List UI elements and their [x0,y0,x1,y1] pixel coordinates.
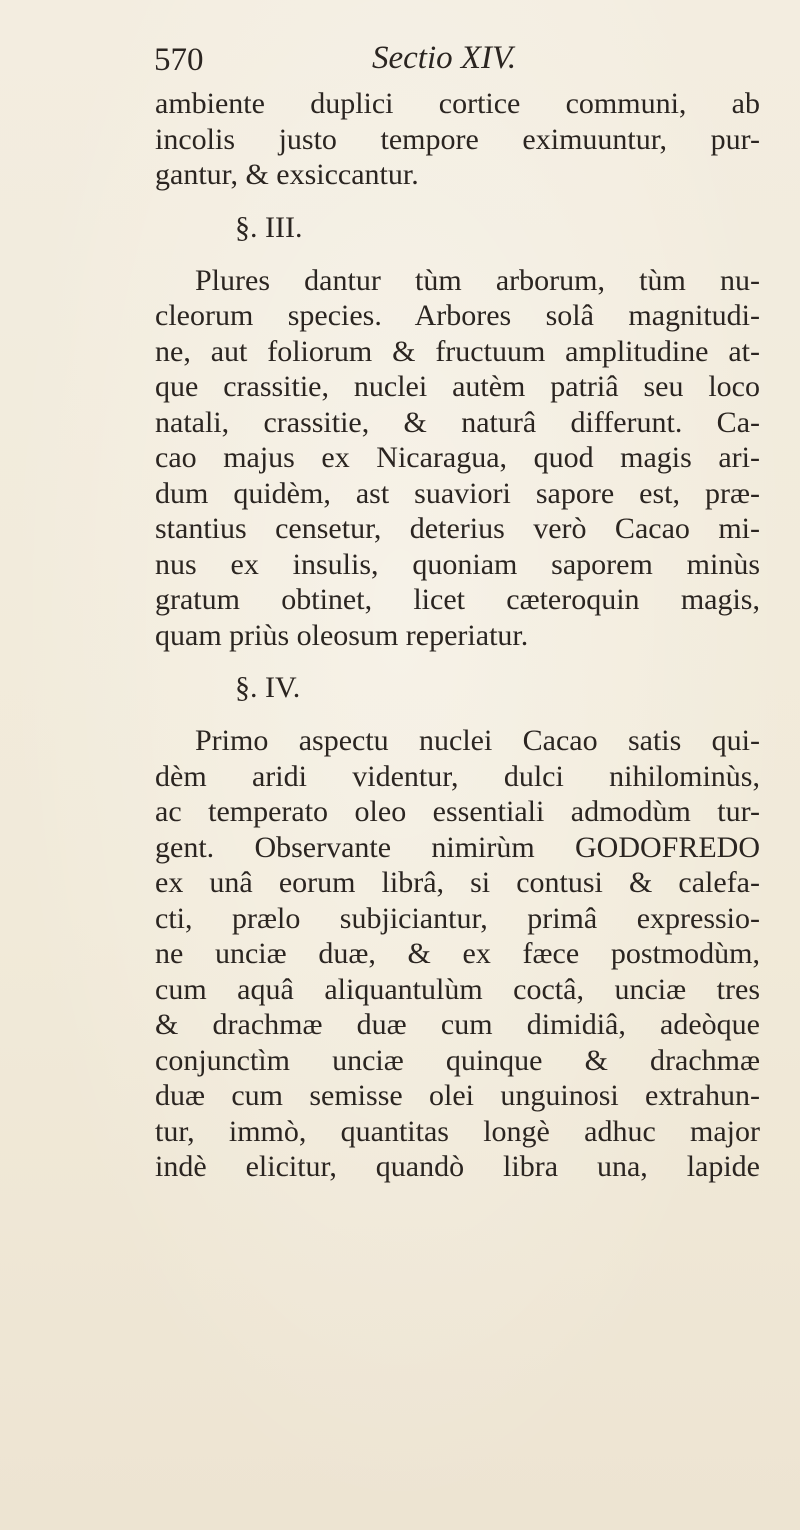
text-line: stantius censetur, deterius verò Cacao mi- [155,512,760,545]
text-line: dum quidèm, ast suaviori sapore est, præ- [155,476,760,510]
text-line: natali, crassitie, & naturâ differunt. Ca- [155,405,760,439]
page-header [150,40,610,84]
text-line: cleorum species. Arbores solâ magnitudi- [155,299,760,332]
text-line: duæ cum semisse olei unguinosi extrahun- [155,1079,760,1112]
body-text [155,86,760,1185]
text-line: cti, prælo subjiciantur, primâ expressio- [155,901,760,935]
section-heading: §. IV. [235,671,301,704]
text-line: tur, immò, quantitas longè adhuc major [155,1114,760,1148]
text-line: que crassitie, nuclei autèm patriâ seu loco [155,370,760,403]
text-line: Primo aspectu nuclei Cacao satis qui- [195,724,760,757]
text-line: nus ex insulis, quoniam saporem minùs [155,547,760,581]
section-heading: §. III. [235,210,303,244]
text-line: cao majus ex Nicaragua, quod magis ari- [155,441,760,474]
page-number: 570 [154,42,204,78]
text-line: ne unciæ duæ, & ex fæce postmodùm, [155,937,760,970]
text-line: ex unâ eorum librâ, si contusi & calefa- [155,866,760,899]
text-line: quam priùs oleosum reperiatur. [155,618,529,652]
text-line: cum aquâ aliquantulùm coctâ, unciæ tres [155,972,760,1006]
text-line: gratum obtinet, licet cæteroquin magis, [155,583,760,616]
running-head: Sectio XIV. [372,40,517,76]
text-line: indè elicitur, quandò libra una, lapide [155,1150,760,1183]
text-line: conjunctìm unciæ quinque & drachmæ [155,1043,760,1077]
text-line: dèm aridi videntur, dulci nihilominùs, [155,759,760,793]
text-line: & drachmæ duæ cum dimidiâ, adeòque [155,1008,760,1041]
text-line: ac temperato oleo essentiali admodùm tur- [155,795,760,828]
text-line: Plures dantur tùm arborum, tùm nu- [195,263,760,297]
text-line: ne, aut foliorum & fructuum amplitudine at- [155,334,760,368]
text-line: gent. Observante nimirùm GODOFREDO [155,830,760,864]
text-line: incolis justo tempore eximuuntur, pur- [155,122,760,156]
text-line: gantur, & exsiccantur. [155,158,419,191]
text-line: ambiente duplici cortice communi, ab [155,87,760,120]
